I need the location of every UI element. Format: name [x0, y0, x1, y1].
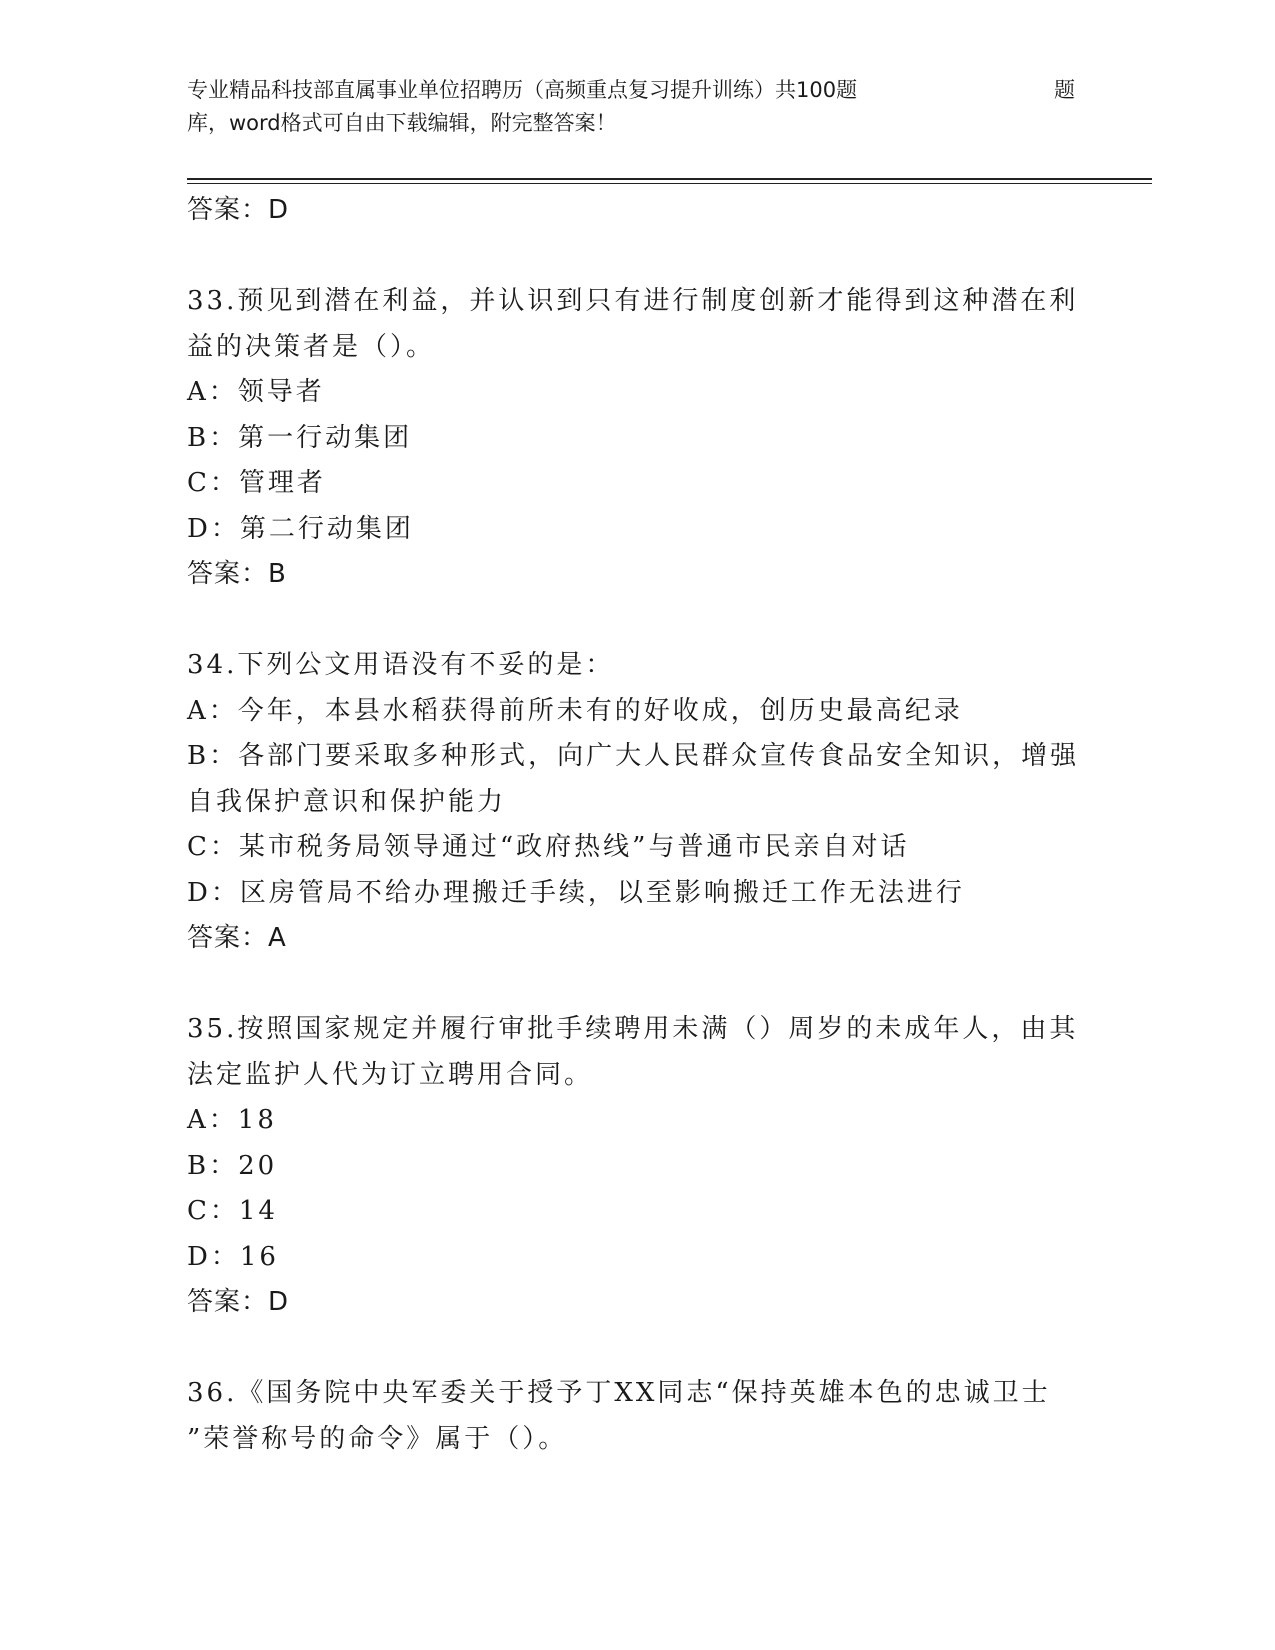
question-stem: 益的决策者是（）。	[187, 331, 436, 362]
option-c: C：14	[187, 1196, 278, 1226]
document-body	[187, 188, 1087, 1462]
option-b: B：20	[187, 1150, 278, 1181]
header-line-2: 库，word格式可自由下载编辑，附完整答案！	[187, 111, 617, 135]
option-c: C：管理者	[187, 468, 326, 498]
option-a: A：18	[187, 1105, 277, 1135]
option-b-continued: 自我保护意识和保护能力	[187, 786, 507, 817]
header-title-tail: 题	[1054, 78, 1075, 102]
option-a: A：领导者	[187, 377, 325, 407]
option-b: B：各部门要采取多种形式，向广大人民群众宣传食品安全知识，增强	[187, 741, 1080, 771]
header-title: 专业精品科技部直属事业单位招聘历（高频重点复习提升训练）共100题	[187, 78, 858, 102]
question-block	[187, 643, 1087, 962]
option-b: B：第一行动集团	[187, 422, 413, 453]
spacer	[187, 598, 1087, 644]
spacer	[187, 234, 1087, 280]
question-block	[187, 1007, 1087, 1326]
answer-line: 答案：D	[187, 195, 290, 225]
answer-line: 答案：A	[187, 923, 287, 953]
question-block	[187, 1371, 1087, 1462]
question-stem: 36.《国务院中央军委关于授予丁XX同志“保持英雄本色的忠诚卫士	[187, 1378, 1051, 1408]
header-divider-thick	[187, 178, 1152, 180]
spacer	[187, 962, 1087, 1008]
header-divider-thin	[187, 183, 1152, 184]
option-d: D：第二行动集团	[187, 513, 414, 544]
question-block	[187, 279, 1087, 598]
option-c: C：某市税务局领导通过“政府热线”与普通市民亲自对话	[187, 832, 910, 862]
option-a: A：今年，本县水稻获得前所未有的好收成，创历史最高纪录	[187, 695, 963, 726]
question-stem: 35.按照国家规定并履行审批手续聘用未满（）周岁的未成年人，由其	[187, 1014, 1079, 1044]
question-stem: ”荣誉称号的命令》属于（）。	[187, 1423, 568, 1454]
option-d: D：16	[187, 1241, 279, 1272]
question-stem: 法定监护人代为订立聘用合同。	[187, 1059, 594, 1090]
question-stem: 33.预见到潜在利益，并认识到只有进行制度创新才能得到这种潜在利	[187, 286, 1079, 316]
option-d: D：区房管局不给办理搬迁手续，以至影响搬迁工作无法进行	[187, 877, 965, 908]
question-stem: 34.下列公文用语没有不妥的是：	[187, 650, 615, 680]
answer-line: 答案：B	[187, 559, 287, 589]
spacer	[187, 1326, 1087, 1372]
header-line-1	[187, 74, 1077, 107]
page-header	[187, 74, 1077, 140]
answer-line: 答案：D	[187, 1287, 290, 1317]
